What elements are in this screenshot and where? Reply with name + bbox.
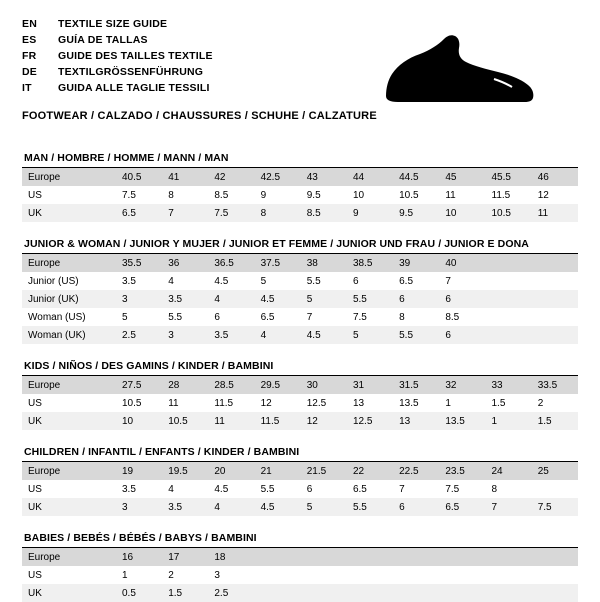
cell: 31 [347, 376, 393, 394]
section-title: CHILDREN / INFANTIL / ENFANTS / KINDER / BAMBINI [24, 446, 300, 458]
cell: 11 [445, 189, 456, 201]
cell: 20 [208, 462, 254, 480]
cell: 27.5 [116, 376, 162, 394]
cell: 39 [393, 254, 439, 272]
cell: 32 [439, 376, 485, 394]
language-title: TEXTILE SIZE GUIDE [58, 18, 168, 30]
section-title: KIDS / NIÑOS / DES GAMINS / KINDER / BAMBINI [24, 360, 274, 372]
language-title: GUIDA ALLE TAGLIE TESSILI [58, 82, 210, 94]
dress-shoe-icon [378, 30, 538, 108]
cell [301, 548, 347, 566]
cell: 10.5 [162, 412, 208, 430]
cell: 44.5 [393, 168, 439, 186]
cell: 8.5 [445, 311, 460, 323]
cell: 8 [491, 483, 498, 495]
cell: 0.5 [116, 584, 162, 602]
language-row [22, 80, 213, 96]
cell: 30 [301, 376, 347, 394]
cell: 4.5 [214, 483, 229, 495]
language-code: ES [22, 34, 37, 46]
cell [439, 548, 485, 566]
table-row [22, 498, 578, 516]
size-table-children [22, 462, 578, 516]
cell: 2 [537, 397, 544, 409]
cell: 4.5 [301, 326, 347, 344]
cell: 9.5 [393, 204, 439, 222]
table-row [22, 394, 578, 412]
size-table-man [22, 168, 578, 222]
cell [532, 584, 578, 602]
section-children [22, 446, 578, 516]
cell: 4 [208, 498, 254, 516]
cell: 6 [352, 275, 359, 287]
cell [532, 326, 578, 344]
cell [439, 584, 485, 602]
cell: 1.5 [491, 397, 506, 409]
cell [393, 548, 439, 566]
cell [532, 480, 578, 498]
cell: 38 [301, 254, 347, 272]
cell: 11.5 [255, 412, 301, 430]
cell: 5.5 [260, 483, 275, 495]
cell [347, 584, 393, 602]
cell: 10.5 [399, 189, 419, 201]
cell: 5.5 [347, 498, 393, 516]
cell: 7.5 [352, 311, 367, 323]
footwear-heading: FOOTWEAR / CALZADO / CHAUSSURES / SCHUHE / CALZATURE [22, 110, 377, 122]
cell: 4 [255, 326, 301, 344]
cell: 9 [347, 204, 393, 222]
table-row [22, 186, 578, 204]
cell: 12.5 [347, 412, 393, 430]
cell [486, 326, 532, 344]
table-row [22, 376, 578, 394]
cell [393, 566, 439, 584]
size-table-kids [22, 376, 578, 430]
cell [486, 584, 532, 602]
cell: 35.5 [116, 254, 162, 272]
cell: 6 [439, 326, 485, 344]
cell: 13 [352, 397, 365, 409]
cell: 29.5 [255, 376, 301, 394]
cell [486, 566, 532, 584]
cell: 13 [393, 412, 439, 430]
cell: 3 [214, 569, 220, 581]
row-label: UK [22, 412, 116, 430]
row-label: US [28, 189, 42, 201]
size-table-junior-woman [22, 254, 578, 344]
cell: 19 [116, 462, 162, 480]
row-label: UK [22, 498, 116, 516]
cell: 6 [393, 498, 439, 516]
cell: 3 [162, 326, 208, 344]
cell: 1.5 [162, 584, 208, 602]
language-row [22, 64, 213, 80]
language-title: TEXTILGRÖSSENFÜHRUNG [58, 66, 204, 78]
cell: 1 [445, 397, 451, 409]
table-row [22, 480, 578, 498]
cell: 6 [306, 483, 313, 495]
table-row [22, 566, 578, 584]
cell: 5 [301, 498, 347, 516]
cell: 6 [214, 311, 220, 323]
cell: 40.5 [116, 168, 162, 186]
cell: 5.5 [393, 326, 439, 344]
cell: 5 [122, 311, 128, 323]
cell [486, 308, 532, 326]
cell: 28 [162, 376, 208, 394]
cell: 1 [486, 412, 532, 430]
cell: 6.5 [260, 311, 275, 323]
table-row [22, 326, 578, 344]
cell [439, 566, 485, 584]
cell: 8 [255, 204, 301, 222]
cell: 6.5 [439, 498, 485, 516]
language-code: IT [22, 82, 32, 94]
table-row [22, 548, 578, 566]
cell: 11.5 [214, 397, 234, 409]
cell: 46 [532, 168, 578, 186]
cell: 2.5 [116, 326, 162, 344]
row-label: US [28, 483, 42, 495]
language-row [22, 32, 213, 48]
cell: 10 [116, 412, 162, 430]
language-title-table [22, 16, 213, 96]
cell [486, 272, 532, 290]
cell: 8 [168, 189, 174, 201]
cell: 25 [532, 462, 578, 480]
table-row [22, 204, 578, 222]
table-row [22, 272, 578, 290]
cell: 7 [399, 483, 405, 495]
cell: 3 [116, 498, 162, 516]
table-row [22, 462, 578, 480]
cell [532, 566, 578, 584]
size-table-babies [22, 548, 578, 602]
row-label: Europe [22, 168, 116, 186]
cell: 6.5 [116, 204, 162, 222]
cell: 10 [352, 189, 365, 201]
section-title: BABIES / BEBÉS / BÉBÉS / BABYS / BAMBINI [24, 532, 257, 544]
language-row [22, 16, 213, 32]
cell: 12 [301, 412, 347, 430]
cell: 40 [439, 254, 485, 272]
section-kids [22, 360, 578, 430]
cell: 19.5 [162, 462, 208, 480]
cell: 16 [116, 548, 162, 566]
cell [486, 548, 532, 566]
cell: 22.5 [393, 462, 439, 480]
cell: 3.5 [208, 326, 254, 344]
cell: 36.5 [208, 254, 254, 272]
cell: 6.5 [352, 483, 367, 495]
cell: 42.5 [255, 168, 301, 186]
cell: 7.5 [445, 483, 460, 495]
row-label: Woman (UK) [22, 326, 116, 344]
cell: 12.5 [306, 397, 327, 409]
cell: 4 [208, 290, 254, 308]
cell: 10 [439, 204, 485, 222]
cell [532, 254, 578, 272]
cell: 22 [347, 462, 393, 480]
language-title: GUIDE DES TAILLES TEXTILE [58, 50, 213, 62]
cell: 4 [168, 275, 174, 287]
language-row [22, 48, 213, 64]
cell: 2.5 [208, 584, 254, 602]
table-row [22, 254, 578, 272]
cell: 28.5 [208, 376, 254, 394]
cell: 24 [486, 462, 532, 480]
cell: 33.5 [532, 376, 578, 394]
language-title: GUÍA DE TALLAS [58, 34, 148, 46]
cell [347, 566, 393, 584]
cell [347, 548, 393, 566]
cell: 3.5 [162, 290, 208, 308]
cell: 1.5 [532, 412, 578, 430]
row-label: Europe [22, 376, 116, 394]
cell: 12 [537, 189, 549, 201]
cell: 11 [208, 412, 254, 430]
cell [486, 290, 532, 308]
cell: 7 [306, 311, 313, 323]
cell: 42 [208, 168, 254, 186]
row-label: US [28, 397, 42, 409]
section-babies [22, 532, 578, 602]
row-label: Europe [22, 548, 116, 566]
language-code: DE [22, 66, 37, 78]
cell: 7.5 [122, 189, 136, 201]
row-label: US [28, 569, 42, 581]
cell: 6.5 [399, 275, 414, 287]
cell: 13.5 [439, 412, 485, 430]
cell: 8.5 [214, 189, 229, 201]
document-header [22, 16, 578, 136]
cell [532, 290, 578, 308]
cell: 10.5 [486, 204, 532, 222]
cell: 33 [486, 376, 532, 394]
cell [486, 254, 532, 272]
cell: 2 [168, 569, 174, 581]
language-code: EN [22, 18, 37, 30]
cell: 38.5 [347, 254, 393, 272]
cell: 21.5 [301, 462, 347, 480]
cell: 5 [347, 326, 393, 344]
row-label: UK [22, 204, 116, 222]
cell: 13.5 [399, 397, 419, 409]
cell: 45.5 [486, 168, 532, 186]
cell [301, 584, 347, 602]
section-title: MAN / HOMBRE / HOMME / MANN / MAN [24, 152, 229, 164]
cell: 23.5 [439, 462, 485, 480]
cell: 7.5 [532, 498, 578, 516]
cell: 11.5 [491, 189, 511, 201]
cell: 5.5 [347, 290, 393, 308]
language-title-body [22, 16, 213, 96]
cell: 37.5 [255, 254, 301, 272]
cell: 3.5 [122, 275, 136, 287]
cell: 3.5 [122, 483, 136, 495]
cell: 5 [301, 290, 347, 308]
table-row [22, 290, 578, 308]
section-junior-woman [22, 238, 578, 344]
cell [532, 548, 578, 566]
cell: 10.5 [122, 397, 142, 409]
cell: 7 [162, 204, 208, 222]
cell: 3 [116, 290, 162, 308]
cell: 8.5 [301, 204, 347, 222]
section-man [22, 152, 578, 222]
cell [532, 272, 578, 290]
cell: 11 [168, 397, 179, 409]
cell: 44 [347, 168, 393, 186]
cell: 36 [162, 254, 208, 272]
cell: 5 [260, 275, 267, 287]
cell: 4.5 [214, 275, 229, 287]
cell: 9 [260, 189, 267, 201]
table-row [22, 584, 578, 602]
table-row [22, 308, 578, 326]
row-label: Junior (UK) [22, 290, 116, 308]
section-title: JUNIOR & WOMAN / JUNIOR Y MUJER / JUNIOR ET FEMME / JUNIOR UND FRAU / JUNIOR E DONA [24, 238, 529, 250]
cell: 45 [439, 168, 485, 186]
cell [532, 308, 578, 326]
cell: 8 [399, 311, 405, 323]
cell: 1 [122, 569, 128, 581]
cell: 5.5 [168, 311, 183, 323]
language-code: FR [22, 50, 37, 62]
cell: 17 [162, 548, 208, 566]
cell: 41 [162, 168, 208, 186]
row-label: Junior (US) [28, 275, 79, 287]
row-label: Woman (US) [28, 311, 86, 323]
cell: 3.5 [162, 498, 208, 516]
cell: 4 [168, 483, 174, 495]
cell [393, 584, 439, 602]
table-row [22, 168, 578, 186]
cell: 31.5 [393, 376, 439, 394]
cell: 4.5 [255, 290, 301, 308]
cell: 7.5 [208, 204, 254, 222]
cell: 7 [486, 498, 532, 516]
cell: 6 [439, 290, 485, 308]
cell [255, 566, 301, 584]
cell: 4.5 [255, 498, 301, 516]
cell: 11 [532, 204, 578, 222]
cell: 43 [301, 168, 347, 186]
cell: 7 [445, 275, 451, 287]
cell: 9.5 [306, 189, 321, 201]
row-label: Europe [22, 254, 116, 272]
cell: 18 [208, 548, 254, 566]
cell: 5.5 [306, 275, 321, 287]
cell [301, 566, 347, 584]
cell: 12 [260, 397, 272, 409]
cell [255, 584, 301, 602]
row-label: UK [22, 584, 116, 602]
cell: 6 [393, 290, 439, 308]
cell: 21 [255, 462, 301, 480]
table-row [22, 412, 578, 430]
row-label: Europe [22, 462, 116, 480]
cell [255, 548, 301, 566]
